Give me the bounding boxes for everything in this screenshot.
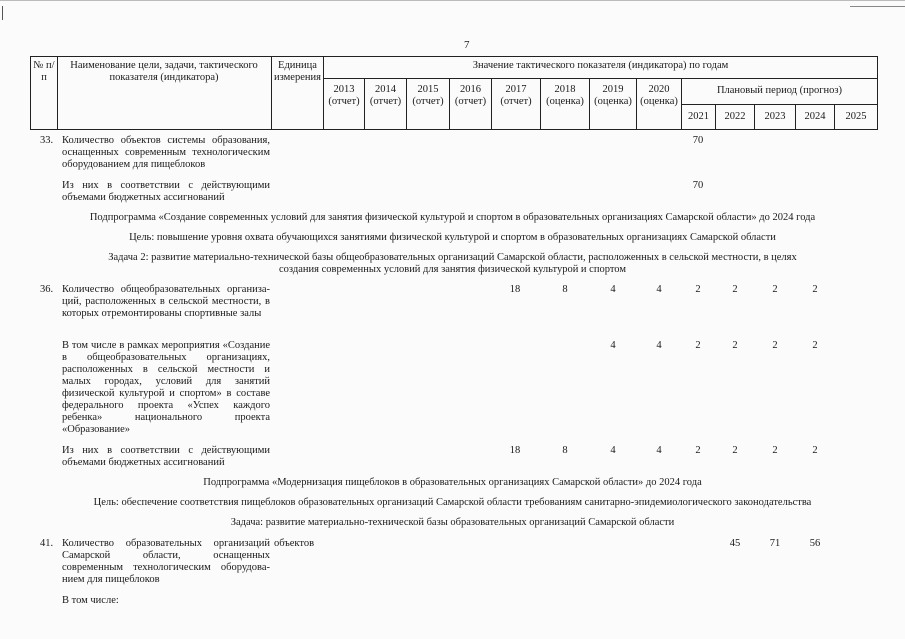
scan-top-edge bbox=[0, 0, 905, 1]
value-2020: 4 bbox=[656, 340, 662, 351]
header-plan-2023: 2023 bbox=[764, 111, 786, 122]
value-2019: 4 bbox=[610, 445, 616, 456]
value-2020: 4 bbox=[656, 445, 662, 456]
value-2020: 4 bbox=[656, 284, 662, 295]
task-heading: Задача 2: развитие материально-технической базы общеобразовательных организаций Самарской области, расположенных в сельской местности, в целях создания современных условий для занятия физической культурой и спортом bbox=[108, 252, 797, 275]
page-number: 7 bbox=[464, 39, 470, 51]
subprogram-heading: Подпрограмма «Создание современных условий для занятия физической культурой и спортом в образовательных организациях Самарской области» до 2024 года bbox=[89, 212, 816, 223]
header-year-2017: 2017 (отчет) bbox=[500, 84, 532, 107]
header-year-2019: 2019 (оценка) bbox=[594, 84, 632, 107]
value-2024: 2 bbox=[812, 284, 818, 295]
header-year-2018: 2018 (оценка) bbox=[546, 84, 584, 107]
header-plan-2022: 2022 bbox=[724, 111, 746, 122]
value-2023: 2 bbox=[772, 445, 778, 456]
header-unit: Единица измерения bbox=[274, 60, 321, 83]
row-num: 41. bbox=[40, 538, 54, 549]
value-2022: 2 bbox=[732, 284, 738, 295]
value-2018: 8 bbox=[562, 284, 568, 295]
value-2023: 2 bbox=[772, 340, 778, 351]
value-2024: 2 bbox=[812, 340, 818, 351]
row-num: 36. bbox=[40, 284, 54, 295]
row-name: Из них в соответствии с действующими объемами бюджетных ассигнований bbox=[62, 445, 270, 468]
header-values: Значение тактического показателя (индикатора) по годам bbox=[472, 60, 729, 71]
value-2023: 2 bbox=[772, 284, 778, 295]
value-2022: 2 bbox=[732, 445, 738, 456]
value-2017: 18 bbox=[509, 284, 521, 295]
value-2017: 18 bbox=[509, 445, 521, 456]
goal-heading: Цель: повышение уровня охвата обучающихся занятиями физической культурой и спортом в образовательных организациях Самарской области bbox=[129, 232, 776, 243]
value-2022: 2 bbox=[732, 340, 738, 351]
value-2019: 4 bbox=[610, 340, 616, 351]
header-year-2015: 2015 (отчет) bbox=[412, 84, 444, 107]
row-unit: объектов bbox=[274, 538, 315, 549]
task-heading: Задача: развитие материально-технической базы образовательных организаций Самарской области bbox=[230, 517, 675, 528]
header-year-2016: 2016 (отчет) bbox=[454, 84, 487, 107]
value-2019: 4 bbox=[610, 284, 616, 295]
value-2022: 45 bbox=[729, 538, 741, 549]
header-plan: Плановый период (прогноз) bbox=[716, 85, 843, 96]
value-2021: 70 bbox=[692, 135, 704, 146]
value-2021: 2 bbox=[695, 340, 701, 351]
value-2021: 70 bbox=[692, 180, 704, 191]
value-2018: 8 bbox=[562, 445, 568, 456]
value-2024: 2 bbox=[812, 445, 818, 456]
subprogram-heading: Подпрограмма «Модернизация пищеблоков в образовательных организациях Самарской области» до 2024 года bbox=[203, 477, 702, 488]
row-name: Из них в соответствии с действующими объемами бюджетных ассигнований bbox=[62, 180, 270, 203]
value-2021: 2 bbox=[695, 284, 701, 295]
value-2021: 2 bbox=[695, 445, 701, 456]
row-name: В том числе: bbox=[62, 595, 119, 606]
value-2024: 56 bbox=[809, 538, 821, 549]
row-name: Количество общеобразовательных организа-ций, расположенных в сельской местности, в которых отремонтированы спортивные залы bbox=[62, 284, 270, 319]
value-2023: 71 bbox=[769, 538, 781, 549]
row-num: 33. bbox=[40, 135, 54, 146]
goal-heading: Цель: обеспечение соответствия пищеблоков образовательных организаций Самарской области требованиям санитарно-эпидемиологического законодательства bbox=[93, 497, 812, 508]
row-name: Количество объектов системы образования, оснащенных современным технологическим оборудованием для пищеблоков bbox=[62, 135, 270, 170]
header-year-2013: 2013 (отчет) bbox=[328, 84, 360, 107]
row-name: В том числе в рамках мероприятия «Создание в общеобразовательных организациях, расположенных в сельской местности и малых городах, условий для занятий физической культурой и спортом» в составе федерального проекта «Успех каждого ребенка» национального проекта «Образование» bbox=[62, 340, 270, 435]
header-plan-2025: 2025 bbox=[845, 111, 867, 122]
header-plan-2024: 2024 bbox=[804, 111, 826, 122]
header-name: Наименование цели, задачи, тактического показателя (индикатора) bbox=[70, 60, 258, 83]
header-year-2014: 2014 (отчет) bbox=[369, 84, 402, 107]
scan-mark-left bbox=[2, 6, 3, 20]
header-year-2020: 2020 (оценка) bbox=[640, 84, 678, 107]
scan-mark bbox=[850, 6, 905, 7]
row-name: Количество образовательных организаций Самарской области, оснащенных современным технологическим оборудова-нием для пищеблоков bbox=[62, 538, 270, 585]
header-plan-2021: 2021 bbox=[688, 111, 709, 122]
header-num: № п/п bbox=[33, 60, 55, 83]
